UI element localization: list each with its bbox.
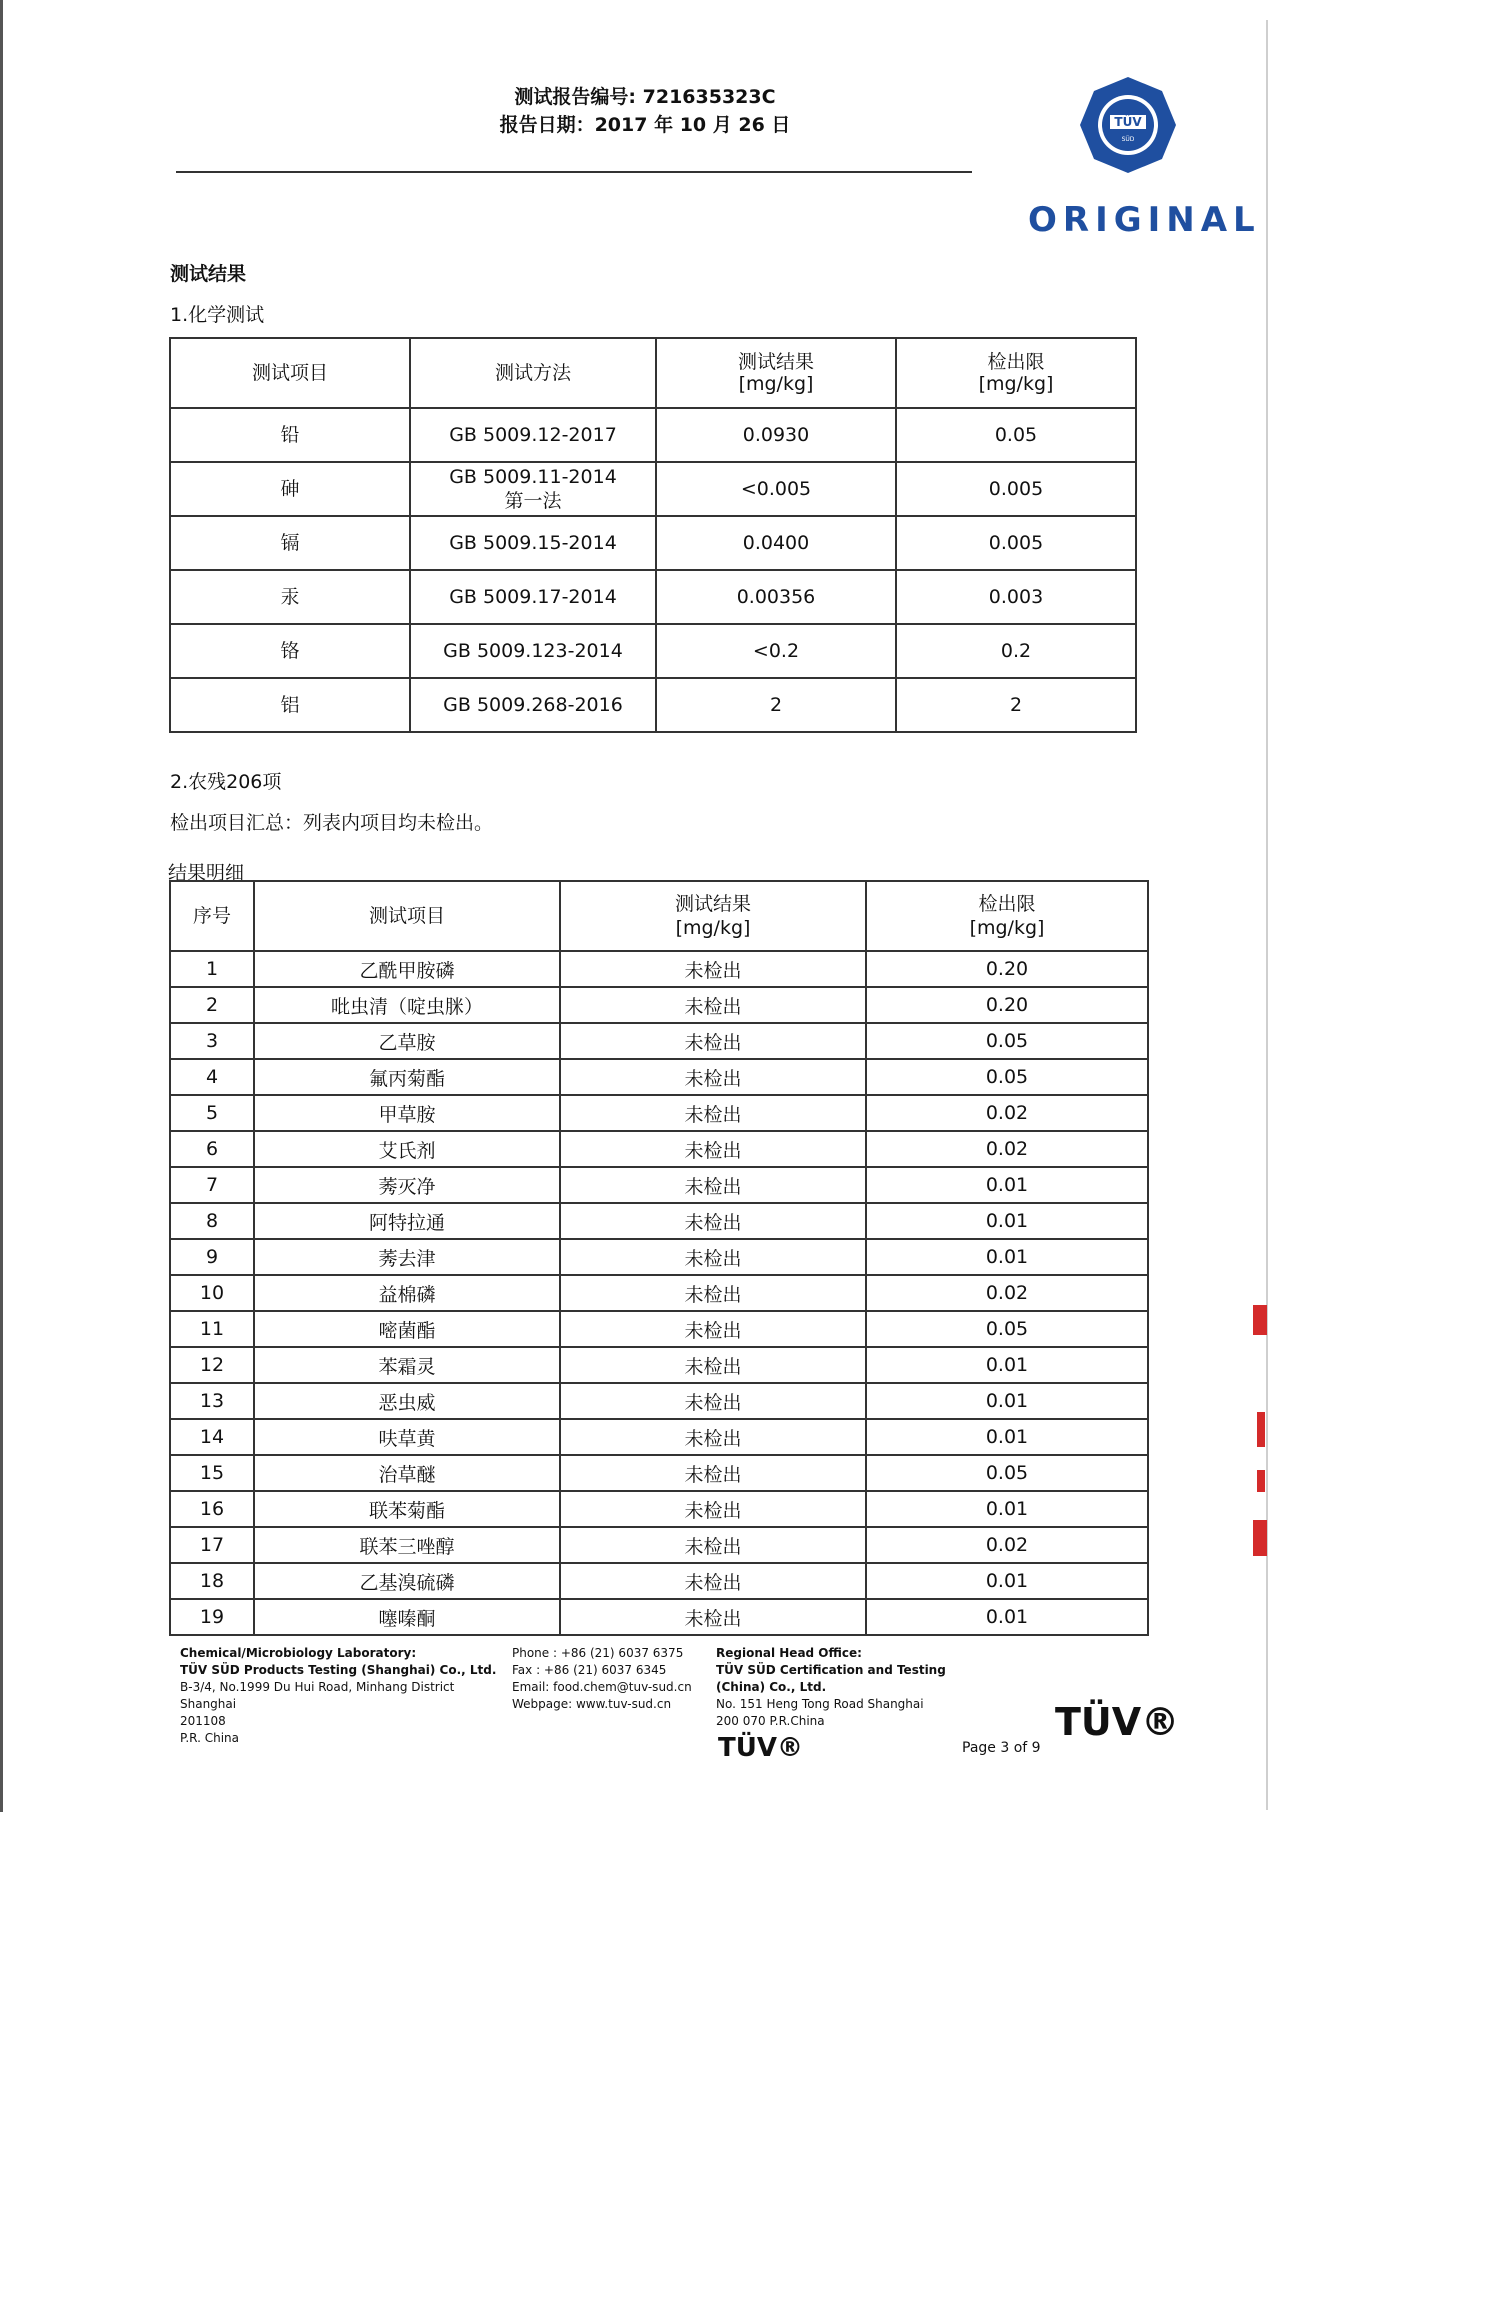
header-limit-text: 检出限 [mg/kg] — [978, 351, 1054, 395]
cell-limit: 0.05 — [866, 1311, 1148, 1347]
cell-limit: 0.01 — [866, 1347, 1148, 1383]
chemical-test-table — [169, 337, 1137, 733]
cell-limit: 0.003 — [896, 570, 1136, 624]
report-number: 测试报告编号: 721635323C — [514, 86, 776, 108]
cell-limit: 0.01 — [866, 1203, 1148, 1239]
table-row — [170, 1419, 1148, 1455]
cell-no: 3 — [170, 1023, 254, 1059]
cell-no: 7 — [170, 1167, 254, 1203]
table-row — [170, 1275, 1148, 1311]
table-row — [170, 951, 1148, 987]
lab-zip: 201108 — [180, 1714, 226, 1728]
fax: Fax : +86 (21) 6037 6345 — [512, 1663, 667, 1677]
cell-result: 未检出 — [560, 1203, 866, 1239]
cell-limit: 0.05 — [866, 1023, 1148, 1059]
cell-limit: 0.01 — [866, 1599, 1148, 1635]
cell-limit: 0.05 — [896, 408, 1136, 462]
header-result-text: 测试结果 [mg/kg] — [737, 351, 814, 395]
office-zip: 200 070 P.R.China — [716, 1714, 825, 1728]
cell-result: 未检出 — [560, 1131, 866, 1167]
cell-result: 未检出 — [560, 1095, 866, 1131]
cell-limit: 0.02 — [866, 1527, 1148, 1563]
table-row — [170, 516, 1136, 570]
lab-block — [180, 1645, 496, 1747]
cell-limit: 0.01 — [866, 1239, 1148, 1275]
cell-limit: 0.02 — [866, 1275, 1148, 1311]
table-row — [170, 1563, 1148, 1599]
cell-limit: 0.02 — [866, 1095, 1148, 1131]
cell-item: 莠灭净 — [254, 1167, 560, 1203]
lab-title: Chemical/Microbiology Laboratory: — [180, 1646, 417, 1660]
cell-result: 未检出 — [560, 987, 866, 1023]
cell-result: 0.0930 — [656, 408, 896, 462]
cell-limit: 0.005 — [896, 462, 1136, 516]
cell-item: 联苯菊酯 — [254, 1491, 560, 1527]
table-row — [170, 1347, 1148, 1383]
cell-item: 乙酰甲胺磷 — [254, 951, 560, 987]
table-row — [170, 1059, 1148, 1095]
page-number: Page 3 of 9 — [962, 1740, 1041, 1756]
lab-name: TÜV SÜD Products Testing (Shanghai) Co., Ltd. — [180, 1663, 497, 1677]
table-row — [170, 1311, 1148, 1347]
cell-result: <0.005 — [656, 462, 896, 516]
table-row — [170, 1167, 1148, 1203]
cell-limit: 0.01 — [866, 1167, 1148, 1203]
cell-item: 益棉磷 — [254, 1275, 560, 1311]
cell-result: 2 — [656, 678, 896, 732]
cell-item: 镉 — [170, 516, 410, 570]
office-title: Regional Head Office: — [716, 1646, 862, 1660]
table-row — [170, 1239, 1148, 1275]
cell-item: 吡虫清（啶虫脒） — [254, 987, 560, 1023]
cell-limit: 0.005 — [896, 516, 1136, 570]
cell-limit: 0.05 — [866, 1455, 1148, 1491]
cell-result: 未检出 — [560, 1059, 866, 1095]
table-row — [170, 1203, 1148, 1239]
results-title: 测试结果 — [170, 263, 247, 285]
cell-result: <0.2 — [656, 624, 896, 678]
webpage: Webpage: www.tuv-sud.cn — [512, 1697, 672, 1711]
chemical-section-title: 1.化学测试 — [170, 304, 265, 326]
cell-item: 苯霜灵 — [254, 1347, 560, 1383]
cell-limit: 0.01 — [866, 1419, 1148, 1455]
table-row — [170, 1455, 1148, 1491]
table-row — [170, 1527, 1148, 1563]
cell-item: 联苯三唑醇 — [254, 1527, 560, 1563]
cell-item: 砷 — [170, 462, 410, 516]
cell-item: 氟丙菊酯 — [254, 1059, 560, 1095]
cell-item: 乙草胺 — [254, 1023, 560, 1059]
cell-no: 12 — [170, 1347, 254, 1383]
table-row — [170, 1131, 1148, 1167]
cell-item: 铅 — [170, 408, 410, 462]
cell-result: 0.00356 — [656, 570, 896, 624]
cell-result: 未检出 — [560, 1239, 866, 1275]
table-row — [170, 678, 1136, 732]
cell-no: 18 — [170, 1563, 254, 1599]
table-row — [170, 570, 1136, 624]
table-header-row — [170, 338, 1136, 408]
cell-result: 未检出 — [560, 1563, 866, 1599]
pesticide-table — [169, 880, 1149, 1636]
cell-no: 1 — [170, 951, 254, 987]
cell-item: 阿特拉通 — [254, 1203, 560, 1239]
tuv-seal-icon — [1078, 75, 1178, 175]
cell-item: 铬 — [170, 624, 410, 678]
cell-item: 乙基溴硫磷 — [254, 1563, 560, 1599]
cell-item: 嘧菌酯 — [254, 1311, 560, 1347]
page-left-border — [0, 0, 3, 1812]
cell-method: GB 5009.17-2014 — [410, 570, 656, 624]
stamp-mark — [1253, 1520, 1267, 1556]
cell-limit: 0.01 — [866, 1563, 1148, 1599]
cell-limit: 0.20 — [866, 987, 1148, 1023]
header-rule — [176, 171, 972, 173]
cell-item: 汞 — [170, 570, 410, 624]
stamp-mark — [1257, 1412, 1265, 1447]
tuv-logo-large: TÜV® — [1055, 1700, 1180, 1744]
header-limit — [896, 338, 1136, 408]
table-row — [170, 624, 1136, 678]
cell-no: 8 — [170, 1203, 254, 1239]
cell-method: GB 5009.268-2016 — [410, 678, 656, 732]
cell-no: 16 — [170, 1491, 254, 1527]
cell-limit: 0.01 — [866, 1491, 1148, 1527]
table-row — [170, 462, 1136, 516]
stamp-mark — [1257, 1470, 1265, 1492]
cell-limit: 0.2 — [896, 624, 1136, 678]
office-name2: (China) Co., Ltd. — [716, 1680, 827, 1694]
cell-limit: 2 — [896, 678, 1136, 732]
cell-result: 未检出 — [560, 1347, 866, 1383]
header-item: 测试项目 — [170, 338, 410, 408]
cell-item: 艾氏剂 — [254, 1131, 560, 1167]
cell-no: 19 — [170, 1599, 254, 1635]
contact-block — [512, 1645, 692, 1713]
cell-no: 9 — [170, 1239, 254, 1275]
seal-text-top: TÜV — [1114, 115, 1142, 129]
cell-result: 未检出 — [560, 1527, 866, 1563]
table-row — [170, 408, 1136, 462]
office-address: No. 151 Heng Tong Road Shanghai — [716, 1697, 924, 1711]
cell-result: 未检出 — [560, 1455, 866, 1491]
table-row — [170, 1491, 1148, 1527]
original-label: ORIGINAL — [1028, 200, 1261, 240]
cell-result: 未检出 — [560, 1419, 866, 1455]
cell-result: 未检出 — [560, 1491, 866, 1527]
cell-no: 11 — [170, 1311, 254, 1347]
pesticide-section-title: 2.农残206项 — [170, 771, 282, 793]
cell-no: 13 — [170, 1383, 254, 1419]
header-no: 序号 — [170, 881, 254, 951]
cell-item: 噻嗪酮 — [254, 1599, 560, 1635]
cell-item: 呋草黄 — [254, 1419, 560, 1455]
detail-title: 结果明细 — [168, 862, 245, 884]
header-limit-text: 检出限 [mg/kg] — [969, 893, 1045, 939]
cell-method: GB 5009.11-2014 第一法 — [410, 462, 656, 516]
email: Email: food.chem@tuv-sud.cn — [512, 1680, 692, 1694]
cell-method: GB 5009.123-2014 — [410, 624, 656, 678]
report-date: 报告日期：2017 年 10 月 26 日 — [499, 114, 791, 136]
cell-item: 莠去津 — [254, 1239, 560, 1275]
seal-text-bottom: SÜD — [1121, 136, 1135, 143]
header-result-text: 测试结果 [mg/kg] — [674, 893, 751, 939]
cell-no: 14 — [170, 1419, 254, 1455]
cell-result: 0.0400 — [656, 516, 896, 570]
cell-no: 5 — [170, 1095, 254, 1131]
cell-limit: 0.01 — [866, 1383, 1148, 1419]
tuv-logo-small: TÜV® — [718, 1733, 803, 1763]
cell-no: 15 — [170, 1455, 254, 1491]
header-limit — [866, 881, 1148, 951]
phone: Phone : +86 (21) 6037 6375 — [512, 1646, 684, 1660]
cell-no: 10 — [170, 1275, 254, 1311]
cell-result: 未检出 — [560, 1167, 866, 1203]
cell-result: 未检出 — [560, 1023, 866, 1059]
cell-result: 未检出 — [560, 1599, 866, 1635]
lab-city: Shanghai — [180, 1697, 237, 1711]
cell-item: 恶虫威 — [254, 1383, 560, 1419]
cell-item: 铝 — [170, 678, 410, 732]
cell-method: GB 5009.12-2017 — [410, 408, 656, 462]
cell-limit: 0.02 — [866, 1131, 1148, 1167]
cell-result: 未检出 — [560, 1275, 866, 1311]
cell-item: 治草醚 — [254, 1455, 560, 1491]
cell-method: GB 5009.15-2014 — [410, 516, 656, 570]
header-method: 测试方法 — [410, 338, 656, 408]
cell-result: 未检出 — [560, 951, 866, 987]
table-row — [170, 1383, 1148, 1419]
table-header-row — [170, 881, 1148, 951]
cell-result: 未检出 — [560, 1311, 866, 1347]
cell-no: 4 — [170, 1059, 254, 1095]
office-block — [716, 1645, 946, 1730]
pesticide-summary: 检出项目汇总：列表内项目均未检出。 — [170, 812, 494, 834]
lab-country: P.R. China — [180, 1731, 239, 1745]
table-row — [170, 1023, 1148, 1059]
header-result — [560, 881, 866, 951]
cell-item: 甲草胺 — [254, 1095, 560, 1131]
stamp-mark — [1253, 1305, 1267, 1335]
office-name: TÜV SÜD Certification and Testing — [716, 1663, 946, 1677]
table-row — [170, 987, 1148, 1023]
header-item: 测试项目 — [254, 881, 560, 951]
cell-limit: 0.05 — [866, 1059, 1148, 1095]
cell-no: 6 — [170, 1131, 254, 1167]
table-row — [170, 1095, 1148, 1131]
cell-no: 17 — [170, 1527, 254, 1563]
lab-address: B-3/4, No.1999 Du Hui Road, Minhang District — [180, 1680, 455, 1694]
cell-result: 未检出 — [560, 1383, 866, 1419]
cell-limit: 0.20 — [866, 951, 1148, 987]
cell-no: 2 — [170, 987, 254, 1023]
table-row — [170, 1599, 1148, 1635]
header-result — [656, 338, 896, 408]
